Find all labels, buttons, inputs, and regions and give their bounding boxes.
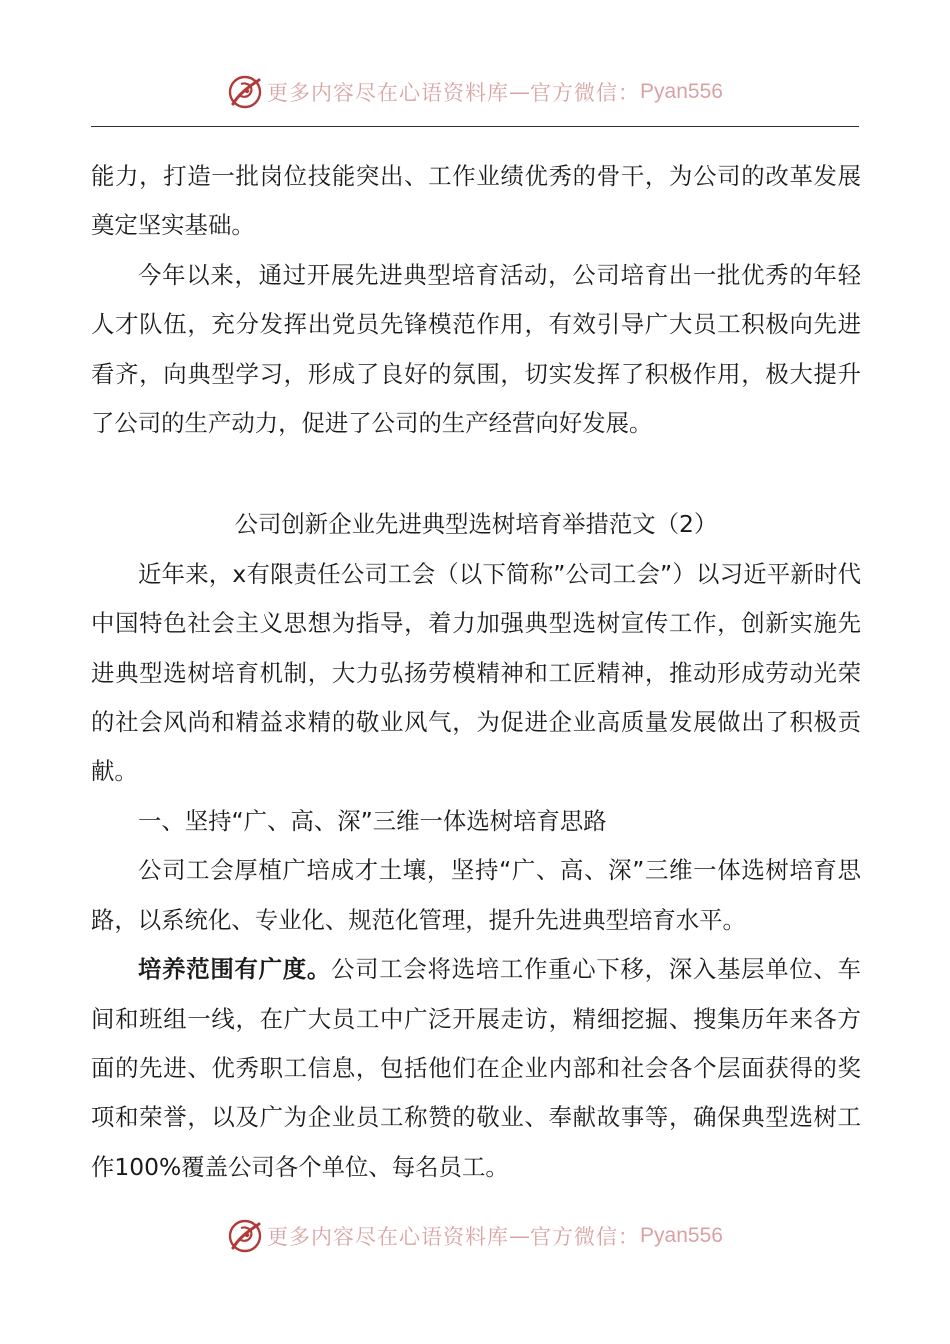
watermark-wechat-id: Pyan556 [640, 80, 723, 103]
paragraph: 今年以来，通过开展先进典型培育活动，公司培育出一批优秀的年轻人才队伍，充分发挥出党员先锋模范作用，有效引导广大员工积极向先进看齐，向典型学习，形成了良好的氛围，切实发挥了积极作用，极大提升了公司的生产动力，促进了公司的生产经营向好发展。 [91, 260, 861, 438]
watermark-separator: — [509, 80, 531, 104]
watermark-wechat-label: 官方微信： [530, 81, 641, 105]
logo-icon [227, 74, 263, 110]
section-heading: 一、坚持“广、高、深”三维一体选树培育思路 [138, 806, 607, 835]
watermark-text: 更多内容尽在心语资料库 [267, 1225, 510, 1249]
watermark-wechat-label: 官方微信： [530, 1225, 641, 1249]
paragraph: 近年来，x有限责任公司工会（以下简称”公司工会”）以习近平新时代中国特色社会主义思想为指导，着力加强典型选树宣传工作，创新实施先进典型选树培育机制，大力弘扬劳模精神和工匠精神，推动形成劳动光荣的社会风尚和精益求精的敬业风气，为促进企业高质量发展做出了积极贡献。 [91, 559, 861, 786]
paragraph [91, 945, 861, 1192]
watermark-wechat-id: Pyan556 [640, 1224, 723, 1247]
bold-lead: 培养范围有广度。 [138, 955, 331, 984]
logo-icon [227, 1218, 263, 1254]
watermark-separator: — [509, 1224, 531, 1248]
document-body [91, 152, 861, 1192]
section-title: 公司创新企业先进典型选树培育举措范文（2） [234, 510, 718, 539]
header-divider [91, 126, 859, 127]
header-watermark [0, 72, 950, 112]
paragraph: 公司工会厚植广培成才土壤，坚持“广、高、深”三维一体选树培育思路，以系统化、专业化、规范化管理，提升先进典型培育水平。 [91, 856, 861, 934]
footer-watermark [0, 1216, 950, 1256]
paragraph-continued: 能力，打造一批岗位技能突出、工作业绩优秀的骨干，为公司的改革发展奠定坚实基础。 [91, 162, 861, 240]
paragraph-text: 公司工会将选培工作重心下移，深入基层单位、车间和班组一线，在广大员工中广泛开展走访，精细挖掘、搜集历年来各方面的先进、优秀职工信息，包括他们在企业内部和社会各个层面获得的奖项和荣誉，以及广为企业员工称赞的敬业、奉献故事等，确保典型选树工作100%覆盖公司各个单位、每名员工。 [91, 955, 862, 1181]
watermark-text: 更多内容尽在心语资料库 [267, 81, 510, 105]
